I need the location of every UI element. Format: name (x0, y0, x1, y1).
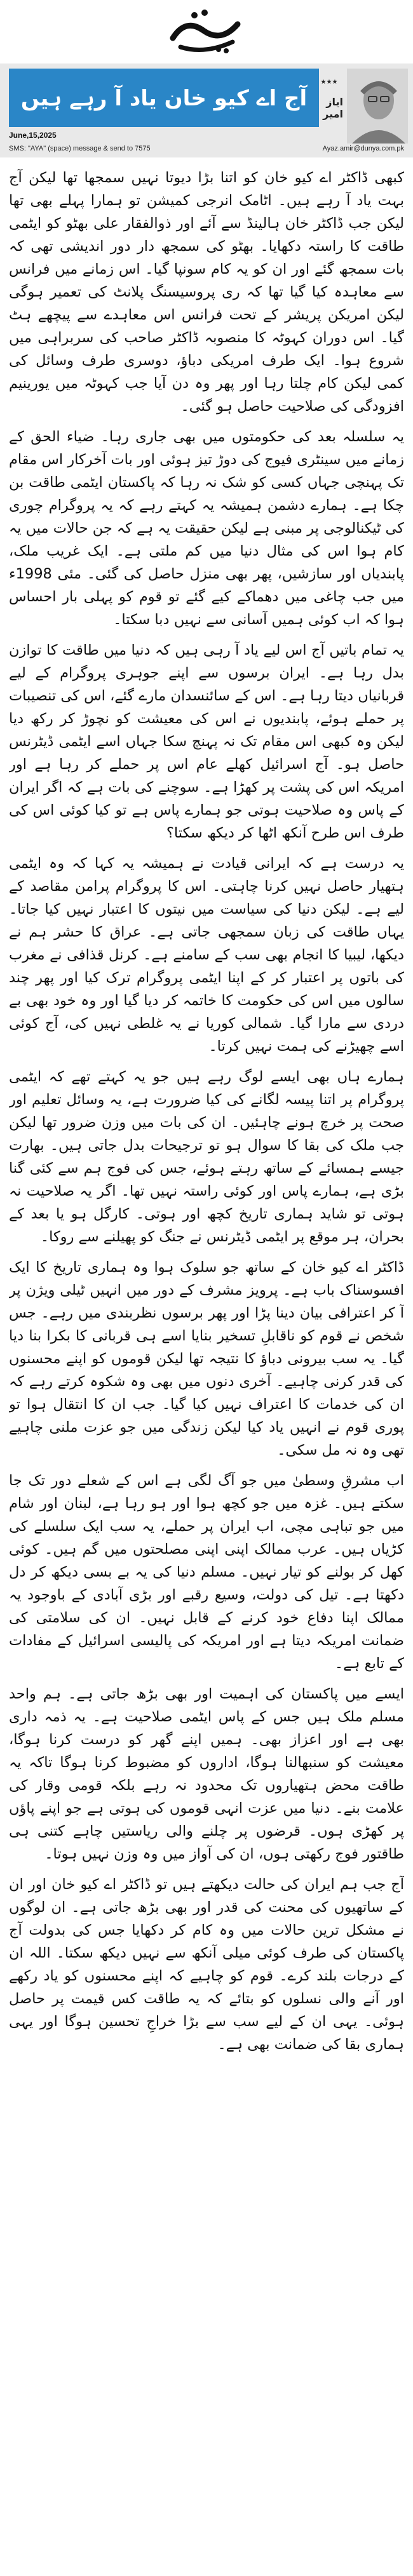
author-portrait-icon (347, 69, 408, 143)
article-paragraph: یہ درست ہے کہ ایرانی قیادت نے ہمیشہ یہ کہا کہ وہ ایٹمی ہتھیار حاصل نہیں کرنا چاہتی۔ اس کا پروگرام پرامن مقاصد کے لیے ہے۔ لیکن دنیا کی سیاست میں نیتوں کا اعتبار نہیں کیا جاتا۔ یہاں طاقت کی زبان سمجھی جاتی ہے۔ عراق کا حشر ہم نے دیکھا، لیبیا کا انجام بھی سب کے سامنے ہے۔ کرنل قذافی نے مغرب کی باتوں پر اعتبار کر کے اپنا ایٹمی پروگرام ترک کیا اور پھر چند سالوں میں اس کی حکومت کا خاتمہ کر دیا گیا اور وہ خود بھی بے دردی سے مارا گیا۔ شمالی کوریا نے یہ غلطی نہیں کی، آج کوئی اسے چھیڑنے کی ہمت نہیں کرتا۔ (9, 855, 404, 1055)
contact-row (9, 145, 404, 155)
article-body (9, 166, 404, 2566)
sms-instructions: SMS: "AYA" (space) message & send to 7575 (9, 145, 151, 152)
article-paragraph: اب مشرقِ وسطیٰ میں جو آگ لگی ہے اس کے شعلے دور تک جا سکتے ہیں۔ غزہ میں جو کچھ ہوا اور ہو رہا ہے، لبنان اور شام میں جو تباہی مچی، اب ایران پر حملے، یہ سب ایک سلسلے کی کڑیاں ہیں۔ عرب ممالک اپنی اپنی مصلحتوں میں گم ہیں۔ کوئی کھل کر بولنے کو تیار نہیں۔ مسلم دنیا کی یہ بے بسی دیکھ کر دل دکھتا ہے۔ تیل کی دولت، وسیع رقبے اور بڑی آبادی کے باوجود یہ ممالک اپنا دفاع خود کرنے کے قابل نہیں۔ ان کی سلامتی کی ضمانت امریکہ دیتا ہے اور امریکہ کی پالیسی اسرائیل کے مفادات کے تابع ہے۔ (9, 1472, 404, 1672)
masthead (0, 0, 413, 61)
author-rating-stars: ★★★ (320, 79, 338, 86)
date-row (9, 131, 319, 141)
article-paragraph: یہ سلسلہ بعد کی حکومتوں میں بھی جاری رہا۔ ضیاء الحق کے زمانے میں سینٹری فیوج کی دوڑ تیز ہوئی اور بات آخرکار اس مقام تک پہنچی جہاں کسی کو شک نہ رہا کہ پاکستان ایٹمی طاقت بن چکا ہے۔ ہمارے دشمن ہمیشہ یہ کہتے رہے کہ یہ پروگرام چوری کی ٹیکنالوجی پر مبنی ہے لیکن حقیقت یہ ہے کہ جن حالات میں یہ کام ہوا اس کی مثال دنیا میں کم ملتی ہے۔ ایک غریب ملک، پابندیاں اور سازشیں، پھر بھی منزل حاصل کی گئی۔ مئی 1998ء میں جب چاغی میں دھماکے کیے گئے تو قوم کو پہلی بار احساس ہوا کہ اب کوئی ہمیں آسانی سے نہیں دبا سکتا۔ (9, 429, 404, 628)
article-paragraph: ایسے میں پاکستان کی اہمیت اور بھی بڑھ جاتی ہے۔ ہم واحد مسلم ملک ہیں جس کے پاس ایٹمی صلاحیت ہے۔ یہ ذمہ داری بھی ہے اور اعزاز بھی۔ ہمیں اپنے گھر کو درست کرنا ہوگا، معیشت کو سنبھالنا ہوگا، اداروں کو مضبوط کرنا ہوگا تاکہ یہ طاقت محض ہتھیاروں تک محدود نہ رہے بلکہ قومی وقار کی علامت بنے۔ دنیا میں عزت انہی قوموں کی ہوتی ہے جو اپنے پاؤں پر کھڑی ہوں۔ قرضوں پر چلنے والی ریاستیں چاہے کتنی ہی طاقتور فوج رکھتی ہوں، ان کی آواز میں وہ وزن نہیں ہوتا۔ (9, 1686, 404, 1862)
article-paragraph: یہ تمام باتیں آج اس لیے یاد آ رہی ہیں کہ دنیا میں طاقت کا توازن بدل رہا ہے۔ ایران برسوں سے اپنے جوہری پروگرام کے لیے قربانیاں دیتا رہا ہے۔ اس کے سائنسدان مارے گئے، اس کی تنصیبات پر حملے ہوئے، پابندیوں نے اس کی معیشت کو نچوڑ کر رکھ دیا لیکن وہ کبھی اس مقام تک نہ پہنچ سکا جہاں اسے ایٹمی ڈیٹرنس حاصل ہو۔ آج اسرائیل کھلے عام اس پر حملے کر رہا ہے اور امریکہ اس کی پشت پر کھڑا ہے۔ سوچنے کی بات ہے کہ اگر ایران کے پاس وہ صلاحیت ہوتی جو ہمارے پاس ہے تو کیا کوئی اس کی طرف اس طرح آنکھ اٹھا کر دیکھ سکتا؟ (9, 642, 404, 841)
dunya-logo-icon (166, 5, 247, 56)
column-title-box (9, 69, 319, 127)
article-paragraph: ڈاکٹر اے کیو خان کے ساتھ جو سلوک ہوا وہ ہماری تاریخ کا ایک افسوسناک باب ہے۔ پرویز مشرف کے دور میں انہیں ٹیلی ویژن پر آ کر اعترافی بیان دینا پڑا اور پھر برسوں نظربندی میں رہے۔ جس شخص نے قوم کو ناقابلِ تسخیر بنایا اسے ہی قربانی کا بکرا بنا دیا گیا۔ یہ سب بیرونی دباؤ کا نتیجہ تھا لیکن قوموں کو اپنے محسنوں کی قدر کرنی چاہیے۔ آخری دنوں میں بھی وہ شکوہ کرتے رہے کہ ان کی خدمات کا اعتراف نہیں کیا گیا۔ جب ان کا انتقال ہوا تو پوری قوم نے انہیں یاد کیا لیکن زندگی میں جو عزت ملنی چاہیے تھی وہ نہ مل سکی۔ (9, 1259, 404, 1458)
author-photo (347, 69, 408, 143)
publish-date: June,15,2025 (9, 131, 57, 140)
column-title: آج اے کیو خان یاد آ رہے ہیں (20, 85, 308, 111)
article-paragraph: کبھی ڈاکٹر اے کیو خان کو اتنا بڑا دیوتا نہیں سمجھا تھا لیکن آج بہت یاد آ رہے ہیں۔ اٹامک انرجی کمیشن تو ہمارا پہلے بھی تھا لیکن جب ڈاکٹر خان ہالینڈ سے آئے اور ذوالفقار علی بھٹو کو ایٹمی طاقت کا راستہ دکھایا۔ بھٹو کی سمجھ دار دور اندیشی تھی کہ بات سمجھ گئے اور ان کو یہ کام سونپا گیا۔ اس زمانے میں فرانس سے معاہدہ کیا گیا تھا کہ ری پروسیسنگ پلانٹ کی تعمیر ہوگی لیکن امریکن پریشر کے تحت فرانس اس معاہدے سے پیچھے ہٹ گیا۔ اس دوران کہوٹہ کا منصوبہ ڈاکٹر صاحب کی سربراہی میں شروع ہوا۔ ایک طرف امریکی دباؤ، دوسری طرف وسائل کی کمی لیکن کام چلتا رہا اور پھر وہ دن آیا جب کہوٹہ میں یورینیم افزودگی کی صلاحیت حاصل ہو گئی۔ (9, 170, 404, 415)
author-email[interactable]: Ayaz.amir@dunya.com.pk (322, 145, 404, 152)
author-name: ایاز امیر (323, 96, 343, 120)
article-paragraph: آج جب ہم ایران کی حالت دیکھتے ہیں تو ڈاکٹر اے کیو خان اور ان کے ساتھیوں کی محنت کی قدر اور بھی بڑھ جاتی ہے۔ ان لوگوں نے مشکل ترین حالات میں وہ کام کر دکھایا جس کی بدولت آج پاکستان کی طرف کوئی میلی آنکھ سے نہیں دیکھ سکتا۔ اللہ ان کے درجات بلند کرے۔ قوم کو چاہیے کہ اپنے محسنوں کو یاد رکھے اور آنے والی نسلوں کو بتائے کہ یہ طاقت کس قیمت پر حاصل ہوئی۔ یہی ان کے لیے سب سے بڑا خراجِ تحسین ہوگا اور یہی ہماری بقا کی ضمانت بھی ہے۔ (9, 1876, 404, 2053)
article-paragraph: ہمارے ہاں بھی ایسے لوگ رہے ہیں جو یہ کہتے تھے کہ ایٹمی پروگرام پر اتنا پیسہ لگانے کی کیا ضرورت ہے، یہ وسائل تعلیم اور صحت پر خرچ ہونے چاہئیں۔ ان کی بات میں وزن ضرور تھا لیکن جب ملک کی بقا کا سوال ہو تو ترجیحات بدل جاتی ہیں۔ بھارت جیسے ہمسائے کے ساتھ رہتے ہوئے، جس کی فوج ہم سے کئی گنا بڑی ہے، ہمارے پاس اور کوئی راستہ نہیں تھا۔ اگر یہ صلاحیت نہ ہوتی تو شاید ہماری تاریخ کچھ اور ہوتی۔ کارگل ہو یا بعد کے بحران، ہر موقع پر ایٹمی ڈیٹرنس نے جنگ کو پھیلنے سے روکا۔ (9, 1069, 404, 1245)
